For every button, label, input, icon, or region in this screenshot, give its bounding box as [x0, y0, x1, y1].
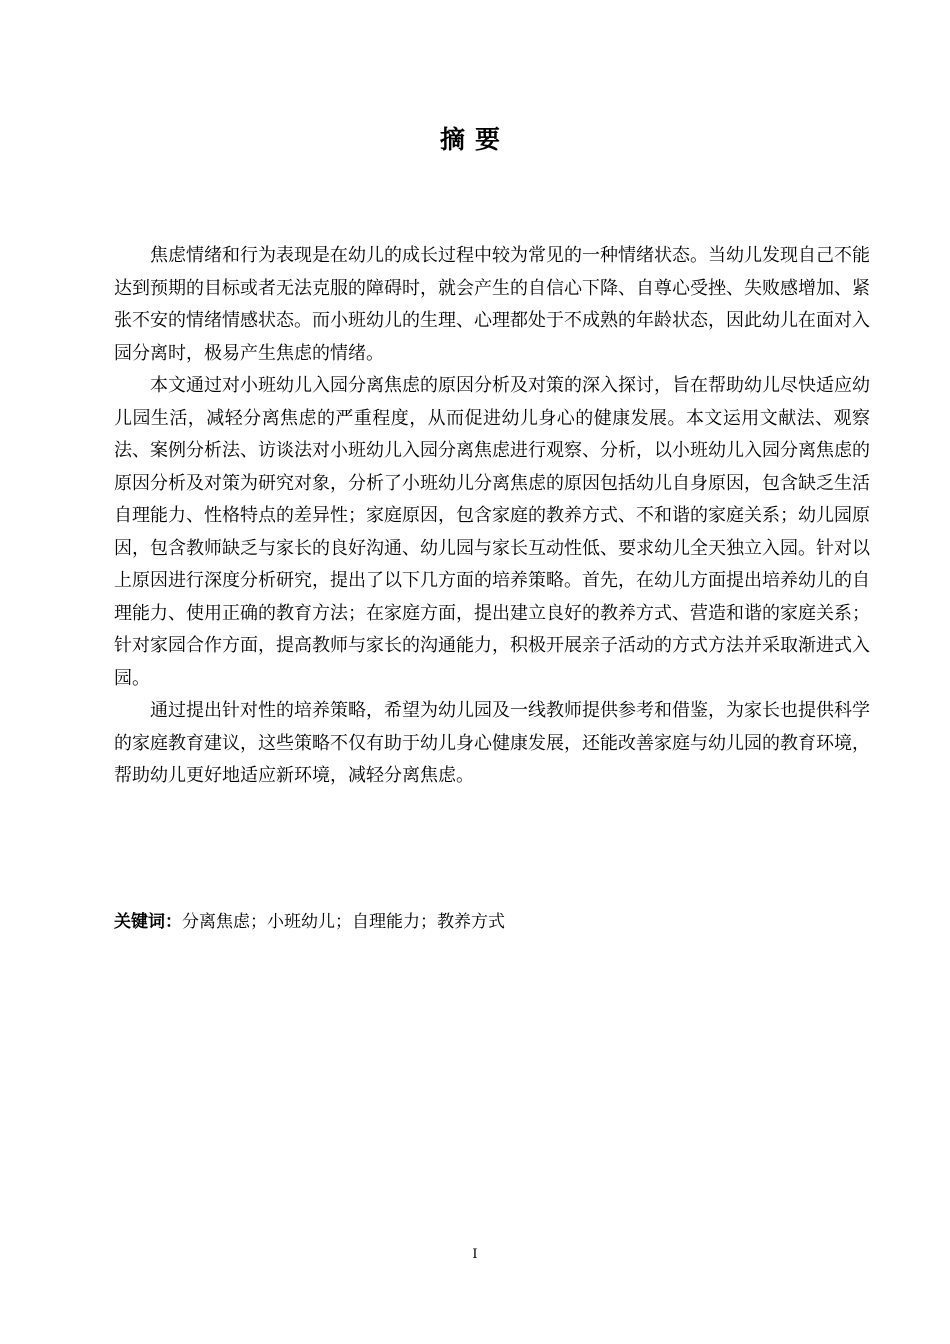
page-title: 摘要	[439, 125, 510, 154]
abstract-paragraph-3: 通过提出针对性的培养策略，希望为幼儿园及一线教师提供参考和借鉴，为家长也提供科学的家庭教育建议，这些策略不仅有助于幼儿身心健康发展，还能改善家庭与幼儿园的教育环境，帮助幼儿更好地适应新环境，减轻分离焦虑。	[114, 700, 870, 786]
abstract-paragraph-1: 焦虑情绪和行为表现是在幼儿的成长过程中较为常见的一种情绪状态。当幼儿发现自己不能达到预期的目标或者无法克服的障碍时，就会产生的自信心下降、自尊心受挫、失败感增加、紧张不安的情绪情感状态。而小班幼儿的生理、心理都处于不成熟的年龄状态，因此幼儿在面对入园分离时，极易产生焦虑的情绪。	[114, 245, 870, 364]
keywords-list: 分离焦虑；小班幼儿；自理能力；教养方式	[182, 912, 505, 932]
abstract-body	[114, 240, 870, 793]
abstract-paragraph-2: 本文通过对小班幼儿入园分离焦虑的原因分析及对策的深入探讨，旨在帮助幼儿尽快适应幼儿园生活，减轻分离焦虑的严重程度，从而促进幼儿身心的健康发展。本文运用文献法、观察法、案例分析法、访谈法对小班幼儿入园分离焦虑进行观察、分析，以小班幼儿入园分离焦虑的原因分析及对策为研究对象，分析了小班幼儿分离焦虑的原因包括幼儿自身原因，包含缺乏生活自理能力、性格特点的差异性；家庭原因，包含家庭的教养方式、不和谐的家庭关系；幼儿园原因，包含教师缺乏与家长的良好沟通、幼儿园与家长互动性低、要求幼儿全天独立入园。针对以上原因进行深度分析研究，提出了以下几方面的培养策略。首先，在幼儿方面提出培养幼儿的自理能力、使用正确的教育方法；在家庭方面，提出建立良好的教养方式、营造和谐的家庭关系；针对家园合作方面，提高教师与家长的沟通能力，积极开展亲子活动的方式方法并采取渐进式入园。	[114, 375, 870, 689]
page-number: I	[472, 1247, 478, 1262]
keywords-line	[114, 908, 870, 936]
keywords-label: 关键词：	[114, 912, 182, 932]
